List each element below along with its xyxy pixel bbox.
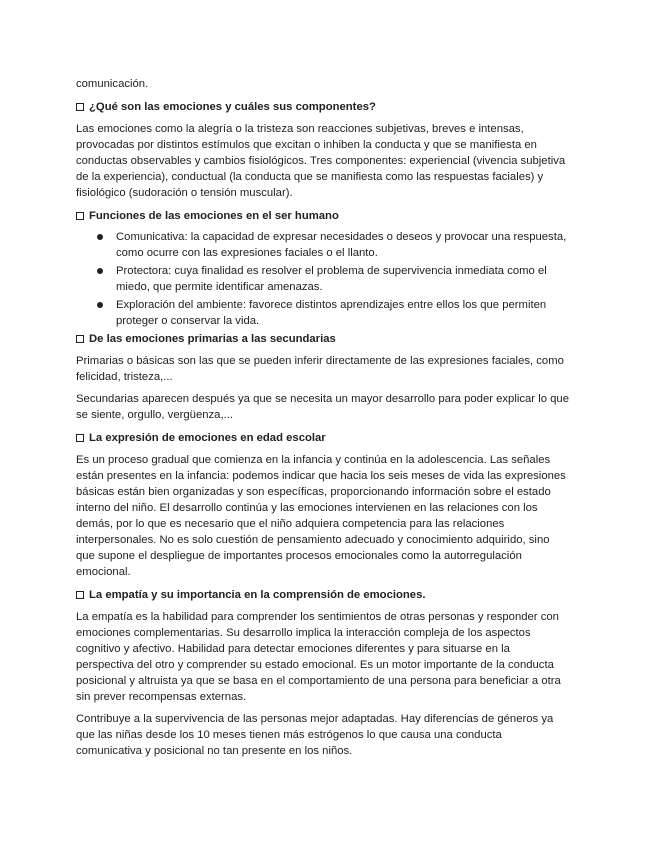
paragraph: Las emociones como la alegría o la tristeza son reacciones subjetivas, breves e intensas, provocadas por distintos estímulos que excitan o inhiben la conducta y que se manifiesta en conductas observables y cambios fisiológicos. Tres componentes: experiencial (vivencia subjetiva de la experiencia), conductual (la conducta que se manifiesta como las respuestas faciales) y fisiológico (sudoración o tensión muscular). xyxy=(76,123,566,199)
section-heading xyxy=(76,208,570,224)
bullet-dot-icon xyxy=(97,302,103,308)
section-heading-text: La empatía y su importancia en la comprensión de emociones. xyxy=(89,589,426,601)
checkbox-bullet-icon xyxy=(76,591,84,599)
paragraph: Secundarias aparecen después ya que se necesita un mayor desarrollo para poder explicar lo que se siente, orgullo, vergüenza,... xyxy=(76,393,569,421)
paragraph: Es un proceso gradual que comienza en la infancia y continúa en la adolescencia. Las señales están presentes en la infancia: podemos indicar que hacia los seis meses de vida las expresiones básicas están bien organizadas y son específicas, proporcionando información sobre el estado interno del niño. El desarrollo continúa y las emociones intervienen en las relaciones con los demás, por lo que es necesario que el niño adquiera competencia para las relaciones interpersonales. No es solo cuestión de pensamiento adecuado y conocimiento adquirido, sino que supone el despliegue de importantes procesos emocionales como la autorregulación emocional. xyxy=(76,454,566,578)
list-item xyxy=(76,297,570,329)
list-item xyxy=(76,229,570,261)
paragraph: Primarias o básicas son las que se pueden inferir directamente de las expresiones faciales, como felicidad, tristeza,... xyxy=(76,355,564,383)
section-heading-text: La expresión de emociones en edad escolar xyxy=(89,432,326,444)
bullet-list xyxy=(76,229,570,329)
list-item-text: Comunicativa: la capacidad de expresar necesidades o deseos y provocar una respuesta, como ocurre con las expresiones faciales o el llanto. xyxy=(116,231,567,259)
list-item-text: Exploración del ambiente: favorece distintos aprendizajes entre ellos los que permiten proteger o conservar la vida. xyxy=(116,299,547,327)
section-heading xyxy=(76,430,570,446)
section-heading-text: ¿Qué son las emociones y cuáles sus componentes? xyxy=(89,101,376,113)
section-heading xyxy=(76,331,570,347)
intro-text: comunicación. xyxy=(76,78,149,90)
list-item xyxy=(76,263,570,295)
document-page xyxy=(76,76,570,759)
bullet-dot-icon xyxy=(97,268,103,274)
section-heading xyxy=(76,99,570,115)
list-item-text: Protectora: cuya finalidad es resolver el problema de supervivencia inmediata como el miedo, que permite identificar amenazas. xyxy=(116,265,547,293)
checkbox-bullet-icon xyxy=(76,103,84,111)
section-heading xyxy=(76,587,570,603)
paragraph: Contribuye a la supervivencia de las personas mejor adaptadas. Hay diferencias de géneros ya que las niñas desde los 10 meses tienen más estrógenos lo que causa una conducta comunicativa y posicional no tan presente en los niños. xyxy=(76,713,554,757)
section-heading-text: Funciones de las emociones en el ser humano xyxy=(89,210,339,222)
bullet-dot-icon xyxy=(97,234,103,240)
paragraph: La empatía es la habilidad para comprender los sentimientos de otras personas y responder con emociones complementarias. Su desarrollo implica la interacción compleja de los aspectos cognitivo y afectivo. Habilidad para detectar emociones diferentes y para situarse en la perspectiva del otro y comprender su estado emocional. Es un motor importante de la conducta posicional y altruista ya que se basa en el comportamiento de una persona para beneficiar a otra sin prever recompensas externas. xyxy=(76,611,561,703)
checkbox-bullet-icon xyxy=(76,212,84,220)
checkbox-bullet-icon xyxy=(76,335,84,343)
section-heading-text: De las emociones primarias a las secundarias xyxy=(89,333,336,345)
checkbox-bullet-icon xyxy=(76,434,84,442)
